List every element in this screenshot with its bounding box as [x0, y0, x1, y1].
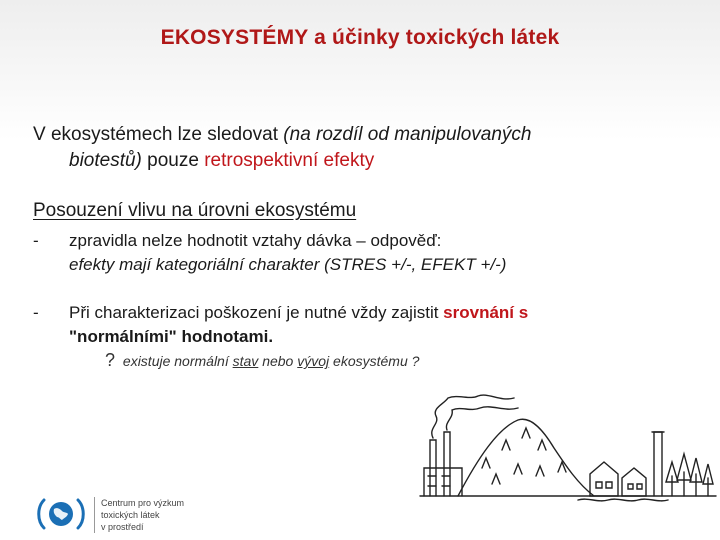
question-underlined-2: vývoj: [297, 353, 330, 369]
question-underlined-1: stav: [232, 353, 259, 369]
bullet-line-2: efekty mají kategoriální charakter (STRES +/-, EFEKT +/-): [69, 255, 507, 274]
bullet-dash: -: [33, 231, 39, 250]
intro-text-5: retrospektivní efekty: [204, 150, 375, 171]
tree: [690, 458, 702, 496]
bullet-item-2: [33, 301, 693, 353]
question-line: [105, 350, 419, 371]
question-text-2: nebo: [258, 353, 298, 369]
question-mark: ?: [105, 350, 116, 370]
question-text-1: existuje normální: [119, 353, 233, 369]
intro-text-4: pouze: [141, 150, 205, 171]
tree: [666, 462, 678, 496]
section-heading: Posouzení vlivu na úrovni ekosystému: [33, 200, 357, 221]
bullet-line-1: zpravidla nelze hodnotit vztahy dávka – odpověď:: [69, 231, 442, 250]
intro-text-3: biotestů): [69, 150, 142, 171]
hill: [458, 419, 594, 496]
tower: [654, 432, 662, 496]
house: [622, 468, 646, 496]
bullet-text: [69, 229, 689, 277]
tree: [703, 464, 713, 496]
bullet-line-1-text: Při charakterizaci poškození je nutné vždy zajistit: [69, 303, 444, 322]
question-text-3: ekosystému ?: [329, 353, 420, 369]
intro-text-1: V ekosystémech lze sledovat: [33, 124, 284, 145]
bullet-line-2: "normálními" hodnotami.: [69, 327, 274, 346]
org-name-line-1: Centrum pro výzkum: [101, 498, 185, 508]
intro-text-2: (na rozdíl od manipulovaných: [283, 124, 532, 145]
intro-line-2: [33, 148, 683, 174]
bullet-line-1: [69, 301, 689, 325]
bullet-line-1-highlight: srovnání s: [443, 303, 529, 322]
globe-parentheses-icon: [36, 497, 86, 531]
bullet-text: [69, 301, 689, 349]
org-name-line-2: toxických látek: [101, 510, 160, 520]
ecosystem-sketch-illustration: [418, 388, 718, 506]
bullet-dash: -: [33, 303, 39, 322]
org-name-line-3: v prostředí: [101, 522, 144, 532]
tree: [677, 454, 691, 496]
house: [590, 462, 618, 496]
slide-title: EKOSYSTÉMY a účinky toxických látek: [160, 26, 560, 49]
bullet-item-1: [33, 229, 693, 281]
org-name: [94, 497, 184, 533]
intro-paragraph: [33, 122, 683, 174]
